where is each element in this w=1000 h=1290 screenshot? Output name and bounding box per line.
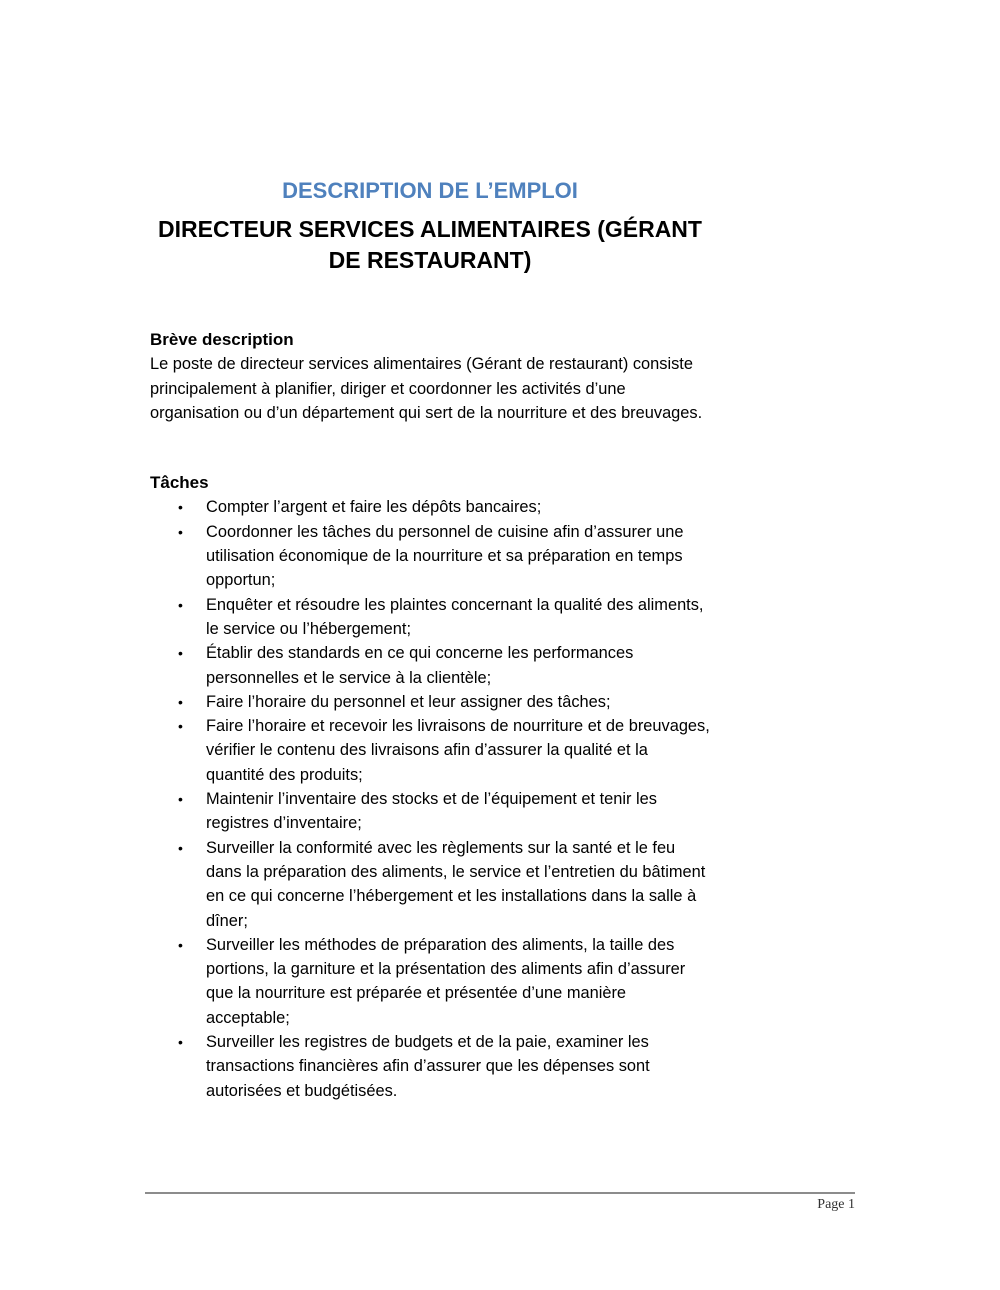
task-item: • Maintenir l’inventaire des stocks et de l’équipement et tenir les registres d’inventaire;: [150, 787, 710, 836]
task-item: • Surveiller les registres de budgets et de la paie, examiner les transactions financières afin d’assurer que les dépenses sont autorisées et budgétisées.: [150, 1030, 710, 1103]
task-item: • Enquêter et résoudre les plaintes concernant la qualité des aliments, le service ou l’hébergement;: [150, 593, 710, 642]
task-item: • Faire l’horaire du personnel et leur assigner des tâches;: [150, 690, 710, 714]
task-item: • Compter l’argent et faire les dépôts bancaires;: [150, 495, 710, 519]
document-content: [150, 178, 710, 1103]
taches-list: [150, 495, 710, 1102]
page-number: Page 1: [817, 1197, 855, 1212]
task-item: • Coordonner les tâches du personnel de cuisine afin d’assurer une utilisation économique de la nourriture et sa préparation en temps opportun;: [150, 520, 710, 593]
taches-heading: Tâches: [150, 473, 209, 493]
task-item: • Faire l’horaire et recevoir les livraisons de nourriture et de breuvages, vérifier le contenu des livraisons afin d’assurer la qualité et la quantité des produits;: [150, 714, 710, 787]
document-subtitle: DESCRIPTION DE L’EMPLOI: [282, 178, 578, 203]
section-taches: [150, 471, 710, 1103]
task-item: • Surveiller les méthodes de préparation des aliments, la taille des portions, la garniture et la présentation des aliments afin d’assurer que la nourriture est préparée et présentée d’une manière acceptable;: [150, 933, 710, 1030]
section-breve-description: [150, 328, 710, 425]
task-item: • Établir des standards en ce qui concerne les performances personnelles et le service à la clientèle;: [150, 641, 710, 690]
document-title: DIRECTEUR SERVICES ALIMENTAIRES (GÉRANT DE RESTAURANT): [158, 216, 702, 273]
breve-description-heading: Brève description: [150, 330, 294, 349]
footer-rule: [145, 1192, 855, 1194]
breve-description-body: Le poste de directeur services alimentaires (Gérant de restaurant) consiste principalement à planifier, diriger et coordonner les activités d’une organisation ou d’un département qui sert de la nourriture et des breuvages.: [150, 355, 703, 422]
task-item: • Surveiller la conformité avec les règlements sur la santé et le feu dans la préparation des aliments, le service et l’entretien du bâtiment en ce qui concerne l’hébergement et les installations dans la salle à dîner;: [150, 836, 710, 933]
